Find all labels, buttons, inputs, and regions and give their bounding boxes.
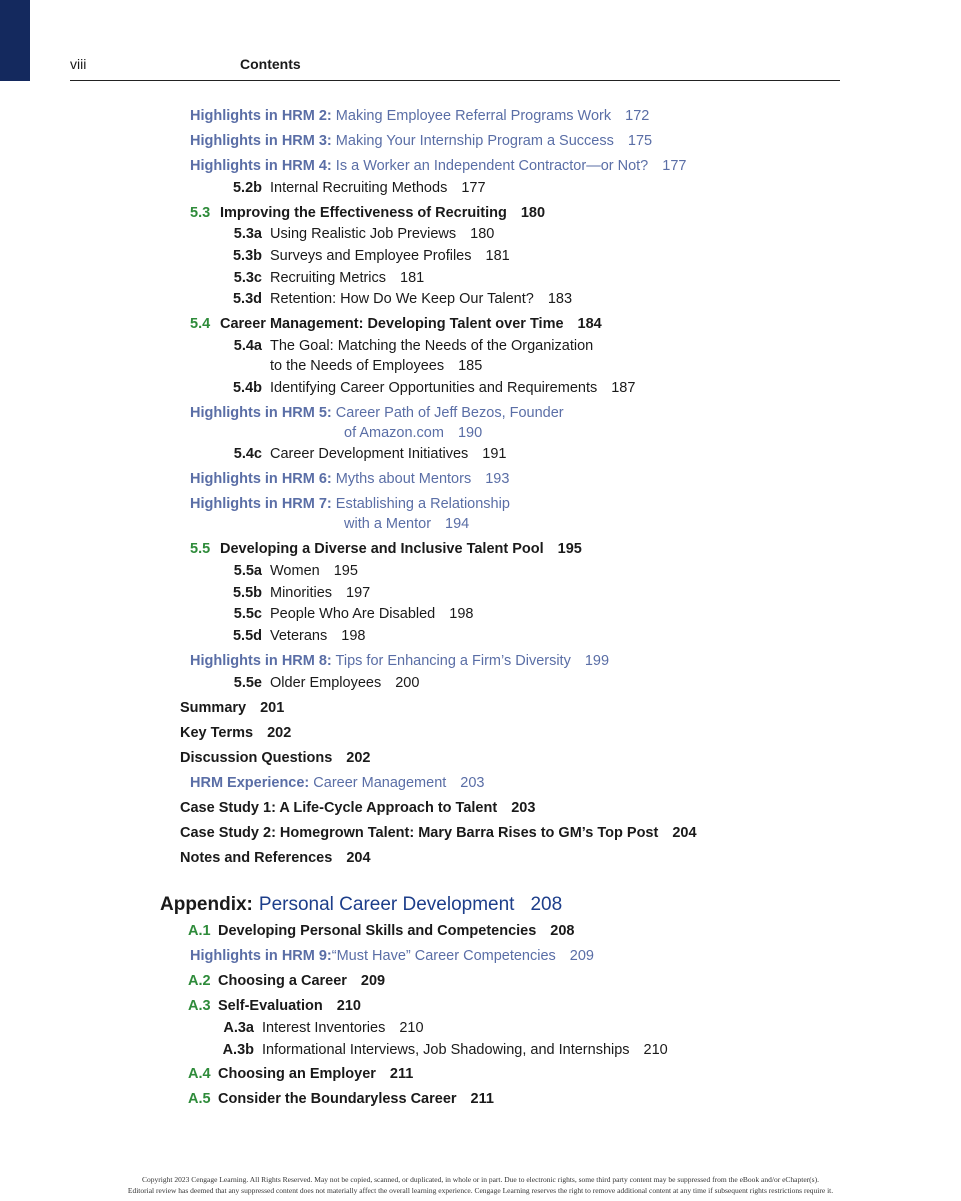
highlight-label: Highlights in HRM 7: [190, 496, 332, 512]
toc-highlight-8[interactable] [190, 651, 609, 671]
copyright-line-1: Copyright 2023 Cengage Learning. All Rights Reserved. May not be copied, scanned, or duplicated, in whole or in part. Due to electronic rights, some third party content may be suppressed from the eBook and/or eChapter(s). [142, 1175, 819, 1184]
page-ref: 194 [445, 516, 470, 532]
toc-highlight-7-cont[interactable] [344, 514, 469, 534]
page-ref: 200 [395, 675, 420, 691]
subsection-number: 5.3b [232, 248, 262, 264]
page-ref: 201 [260, 700, 285, 716]
subsection-number: 5.4c [233, 446, 262, 462]
header-rule [70, 80, 840, 81]
toc-section-a-5[interactable] [188, 1089, 494, 1109]
page-ref: 184 [577, 316, 602, 332]
toc-subsection-5-3a[interactable] [222, 224, 494, 244]
toc-case-study-2[interactable] [180, 823, 697, 843]
highlight-label: Highlights in HRM 8: [190, 653, 332, 669]
toc-subsection-5-5d[interactable] [222, 626, 365, 646]
entry-title: Key Terms [180, 725, 254, 741]
highlight-title-continued: of Amazon.com [344, 425, 444, 441]
entry-title: Notes and References [180, 850, 333, 866]
section-number: 5.3 [190, 205, 211, 221]
highlight-title: “Must Have” Career Competencies [331, 948, 556, 964]
subsection-number: 5.3c [233, 270, 262, 286]
section-number: 5.5 [190, 541, 211, 557]
subsection-title: Minorities [270, 585, 333, 601]
toc-subsection-5-3d[interactable] [222, 289, 572, 309]
toc-subsection-5-4a-cont[interactable] [270, 356, 482, 376]
section-title: Choosing an Employer [218, 1066, 376, 1082]
subsection-title: Older Employees [270, 675, 382, 691]
toc-subsection-5-5c[interactable] [222, 604, 473, 624]
highlight-title: Tips for Enhancing a Firm’s Diversity [335, 653, 571, 669]
highlight-title: Making Employee Referral Programs Work [335, 108, 612, 124]
page-ref: 203 [460, 775, 485, 791]
subsection-title: Internal Recruiting Methods [270, 180, 448, 196]
toc-section-5-4[interactable] [190, 314, 602, 334]
subsection-title: Surveys and Employee Profiles [270, 248, 472, 264]
toc-notes-and-references[interactable] [180, 848, 371, 868]
subsection-title: People Who Are Disabled [270, 606, 436, 622]
page-ref: 198 [449, 606, 474, 622]
toc-section-5-3[interactable] [190, 203, 545, 223]
toc-section-a-2[interactable] [188, 971, 385, 991]
section-title: Choosing a Career [218, 973, 347, 989]
page-ref: 199 [584, 653, 610, 669]
page-ref: 203 [511, 800, 536, 816]
page-ref: 181 [400, 270, 425, 286]
page-ref: 187 [611, 380, 636, 396]
running-title: Contents [240, 56, 301, 72]
highlight-title: Establishing a Relationship [335, 496, 510, 512]
section-number: A.4 [188, 1066, 211, 1082]
page-ref: 208 [530, 894, 563, 915]
page-ref: 180 [520, 205, 546, 221]
highlight-label: Highlights in HRM 6: [190, 471, 332, 487]
page-ref: 208 [550, 923, 575, 939]
page-ref: 198 [341, 628, 366, 644]
page-ref: 177 [662, 158, 687, 174]
page-ref: 211 [470, 1091, 494, 1107]
toc-highlight-9[interactable] [190, 946, 594, 966]
subsection-title: Using Realistic Job Previews [270, 226, 457, 242]
page-ref: 210 [336, 998, 361, 1014]
page-ref: 211 [389, 1066, 414, 1082]
subsection-number: 5.4a [233, 338, 262, 354]
highlight-title: Career Path of Jeff Bezos, Founder [335, 405, 564, 421]
page-ref: 183 [547, 291, 573, 307]
highlight-title: Career Management [313, 775, 447, 791]
toc-highlight-3[interactable] [190, 131, 652, 151]
subsection-title: Interest Inventories [262, 1020, 386, 1036]
subsection-title: Retention: How Do We Keep Our Talent? [270, 291, 534, 307]
toc-highlight-5[interactable] [190, 403, 564, 423]
highlight-title: Making Your Internship Program a Success [335, 133, 614, 149]
page-ref: 175 [627, 133, 653, 149]
entry-title: Discussion Questions [180, 750, 333, 766]
highlight-title: Myths about Mentors [335, 471, 472, 487]
toc-discussion-questions[interactable] [180, 748, 371, 768]
section-number: A.1 [188, 923, 211, 939]
toc-section-a-4[interactable] [188, 1064, 413, 1084]
page-ref: 185 [458, 358, 483, 374]
subsection-title: Recruiting Metrics [270, 270, 387, 286]
toc-appendix-heading[interactable] [160, 894, 562, 916]
subsection-number: 5.3a [233, 226, 262, 242]
page-ref: 210 [399, 1020, 424, 1036]
toc-subsection-5-2b[interactable] [222, 178, 486, 198]
toc-section-a-3[interactable] [188, 996, 361, 1016]
toc-subsection-5-4b[interactable] [222, 378, 635, 398]
toc-highlight-5-cont[interactable] [344, 423, 482, 443]
section-number: A.5 [188, 1091, 211, 1107]
page-ref: 177 [461, 180, 486, 196]
subsection-title: Identifying Career Opportunities and Requirements [270, 380, 598, 396]
subsection-number: 5.3d [232, 291, 262, 307]
page-ref: 181 [485, 248, 510, 264]
toc-subsection-5-5e[interactable] [222, 673, 419, 693]
subsection-title: Veterans [270, 628, 328, 644]
highlight-label: Highlights in HRM 2: [190, 108, 332, 124]
page-ref: 202 [346, 750, 371, 766]
page-ref: 180 [470, 226, 495, 242]
page-ref: 195 [333, 563, 358, 579]
highlight-title-continued: with a Mentor [344, 516, 432, 532]
toc-subsection-a-3a[interactable] [214, 1018, 424, 1038]
section-title: Developing Personal Skills and Competencies [218, 923, 537, 939]
subsection-number: 5.4b [232, 380, 262, 396]
subsection-number: A.3b [222, 1042, 254, 1058]
page-ref: 209 [569, 948, 594, 964]
section-title: Self-Evaluation [218, 998, 323, 1014]
toc-subsection-5-5b[interactable] [222, 583, 370, 603]
subsection-number: 5.5d [232, 628, 262, 644]
highlight-label: Highlights in HRM 5: [190, 405, 332, 421]
toc-key-terms[interactable] [180, 723, 291, 743]
page-ref: 197 [346, 585, 371, 601]
toc-section-5-5[interactable] [190, 539, 582, 559]
toc-subsection-5-3c[interactable] [222, 268, 424, 288]
page-ref: 172 [625, 108, 650, 124]
page-ref: 210 [643, 1042, 668, 1058]
appendix-title: Personal Career Development [258, 894, 515, 915]
page-number: viii [70, 56, 87, 72]
highlight-title: Is a Worker an Independent Contractor—or Not? [335, 158, 649, 174]
toc-summary[interactable] [180, 698, 284, 718]
section-title: Consider the Boundaryless Career [218, 1091, 457, 1107]
subsection-title: Career Development Initiatives [270, 446, 469, 462]
entry-title: Case Study 1: A Life-Cycle Approach to Talent [180, 800, 498, 816]
copyright-line-2: Editorial review has deemed that any suppressed content does not materially affect the overall learning experience. Cengage Learning reserves the right to remove additional content at any time if subsequent rights restrictions require it. [127, 1186, 834, 1195]
toc-highlight-4[interactable] [190, 156, 686, 176]
toc-highlight-7[interactable] [190, 494, 510, 514]
toc-hrm-experience[interactable] [190, 773, 485, 793]
toc-highlight-2[interactable] [190, 106, 649, 126]
corner-tab [0, 0, 30, 81]
section-title: Developing a Diverse and Inclusive Talent Pool [220, 541, 544, 557]
subsection-title: Informational Interviews, Job Shadowing, and Internships [262, 1042, 630, 1058]
subsection-title: Women [270, 563, 320, 579]
page-ref: 190 [457, 425, 483, 441]
appendix-label: Appendix: [160, 894, 253, 915]
highlight-label: Highlights in HRM 3: [190, 133, 332, 149]
page-ref: 204 [672, 825, 697, 841]
entry-title: Case Study 2: Homegrown Talent: Mary Barra Rises to GM’s Top Post [180, 825, 659, 841]
subsection-number: 5.5b [232, 585, 262, 601]
highlight-label: Highlights in HRM 9: [190, 948, 332, 964]
subsection-title-continued: to the Needs of Employees [270, 358, 445, 374]
subsection-number: 5.2b [232, 180, 262, 196]
subsection-number: 5.5e [233, 675, 262, 691]
toc-section-a-1[interactable] [188, 921, 575, 941]
page-ref: 191 [482, 446, 507, 462]
subsection-number: 5.5c [233, 606, 262, 622]
toc-subsection-a-3b[interactable] [214, 1040, 668, 1060]
toc-subsection-5-3b[interactable] [222, 246, 510, 266]
toc-subsection-5-4c[interactable] [222, 444, 506, 464]
highlight-label: Highlights in HRM 4: [190, 158, 332, 174]
highlight-label: HRM Experience: [190, 775, 310, 791]
subsection-number: 5.5a [233, 563, 262, 579]
section-number: A.2 [188, 973, 211, 989]
toc-highlight-6[interactable] [190, 469, 509, 489]
toc-subsection-5-4a[interactable] [222, 336, 593, 356]
page-ref: 193 [485, 471, 510, 487]
toc-subsection-5-5a[interactable] [222, 561, 358, 581]
section-title: Career Management: Developing Talent over Time [220, 316, 564, 332]
page-ref: 204 [346, 850, 371, 866]
subsection-number: A.3a [223, 1020, 254, 1036]
page-ref: 202 [267, 725, 292, 741]
section-number: 5.4 [190, 316, 211, 332]
toc-case-study-1[interactable] [180, 798, 535, 818]
subsection-title: The Goal: Matching the Needs of the Organization [270, 338, 594, 354]
page-ref: 209 [360, 973, 386, 989]
section-title: Improving the Effectiveness of Recruiting [220, 205, 507, 221]
entry-title: Summary [180, 700, 247, 716]
page-ref: 195 [557, 541, 582, 557]
section-number: A.3 [188, 998, 211, 1014]
